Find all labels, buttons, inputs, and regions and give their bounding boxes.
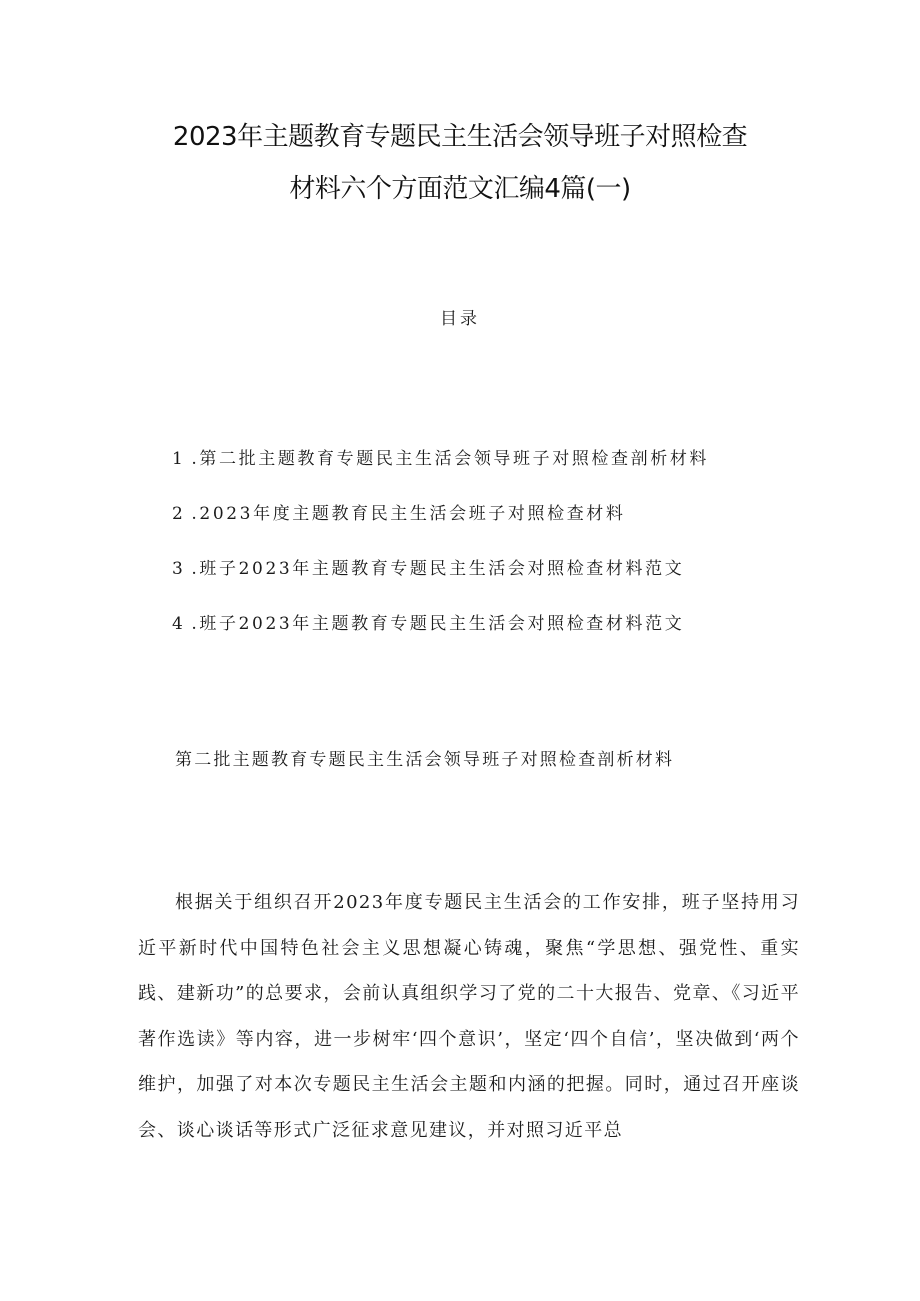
- toc-item-label: .班子2023年主题教育专题民主生活会对照检查材料范文: [191, 559, 685, 579]
- toc-item-number: 1: [172, 449, 186, 469]
- table-of-contents: [172, 444, 709, 664]
- toc-item[interactable]: [172, 499, 709, 554]
- toc-item-label: .班子2023年主题教育专题民主生活会对照检查材料范文: [191, 614, 685, 634]
- toc-item-number: 3: [172, 559, 186, 579]
- body-paragraph: 根据关于组织召开2023年度专题民主生活会的工作安排，班子坚持用习近平新时代中国特色社会主义思想凝心铸魂，聚焦“学思想、强党性、重实践、建新功”的总要求，会前认真组织学习了党的二十大报告、党章、《习近平著作选读》等内容，进一步树牢‘四个意识’，坚定‘四个自信’，坚决做到‘两个维护，加强了对本次专题民主生活会主题和内涵的把握。同时，通过召开座谈会、谈心谈话等形式广泛征求意见建议，并对照习近平总: [138, 892, 800, 1141]
- toc-item-number: 4: [172, 614, 186, 634]
- document-title-line-2: 材料六个方面范文汇编4篇(一): [289, 174, 631, 204]
- toc-heading: 目录: [440, 309, 480, 329]
- toc-item[interactable]: [172, 554, 709, 609]
- toc-item[interactable]: [172, 444, 709, 499]
- document-title-line-1: 2023年主题教育专题民主生活会领导班子对照检查: [172, 122, 748, 152]
- toc-item-label: .2023年度主题教育民主生活会班子对照检查材料: [191, 504, 626, 524]
- toc-item-label: .第二批主题教育专题民主生活会领导班子对照检查剖析材料: [191, 449, 710, 469]
- toc-item[interactable]: [172, 609, 709, 664]
- section-heading: 第二批主题教育专题民主生活会领导班子对照检查剖析材料: [175, 750, 675, 770]
- toc-item-number: 2: [172, 504, 186, 524]
